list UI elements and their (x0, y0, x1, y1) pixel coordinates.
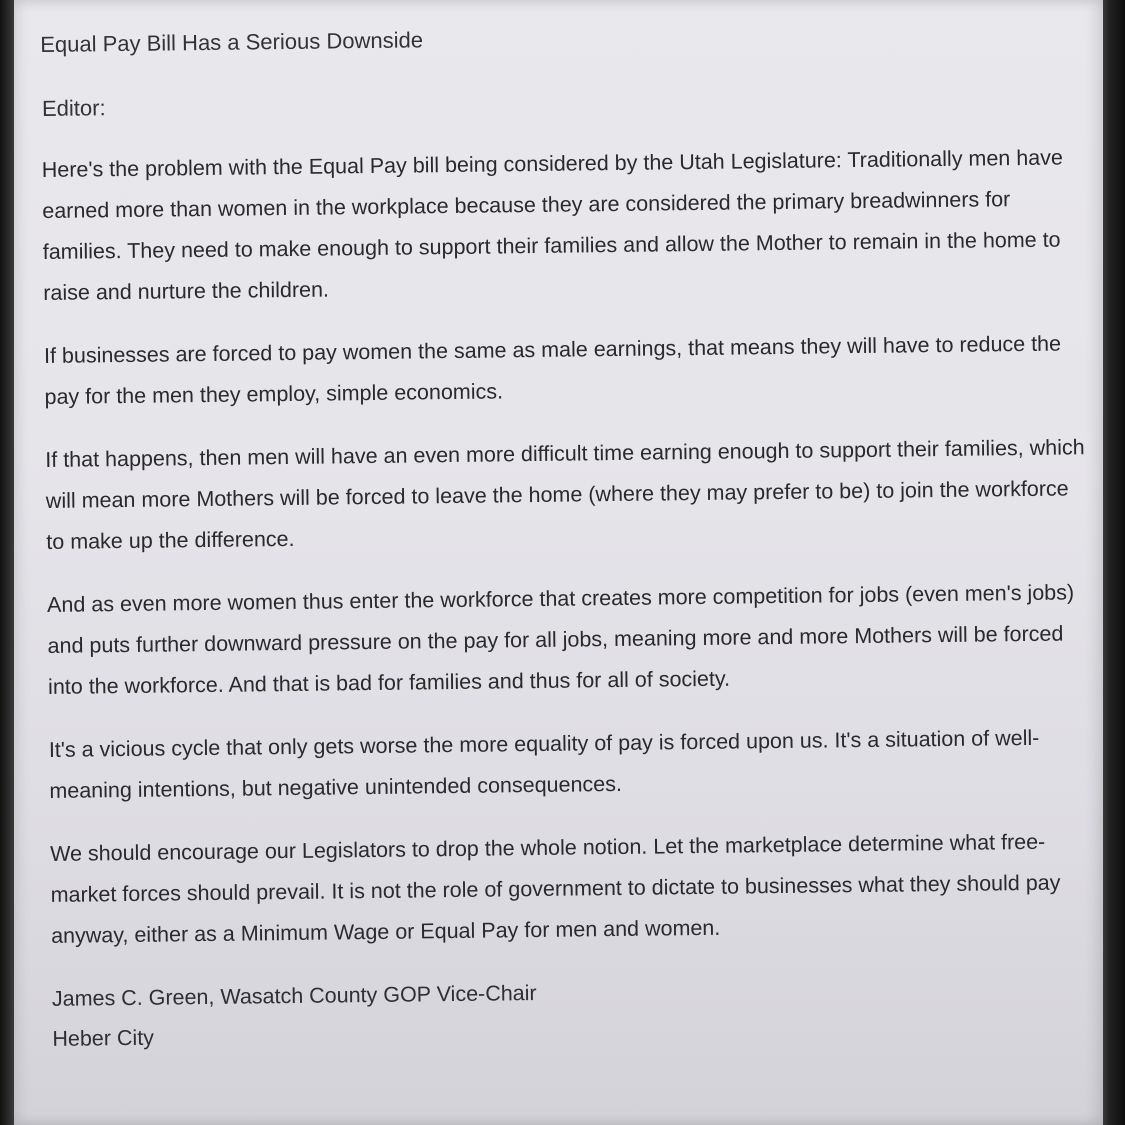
monitor-bezel-left (0, 0, 14, 1125)
screen-area (14, 0, 1103, 1125)
letter-headline: Equal Pay Bill Has a Serious Downside (40, 27, 424, 57)
letter-paragraph-1: Here's the problem with the Equal Pay bill being considered by the Utah Legislature: Traditionally men have earned more than women in the workplace because they are considered the primary breadwinners for families. They need to make enough to support their families and allow the Mother to remain in the home to raise and nurture the children. (41, 145, 1064, 305)
letter-article (40, 11, 1093, 1059)
letter-signature (52, 966, 1093, 1059)
letter-paragraph-5: It's a vicious cycle that only gets worse the more equality of pay is forced upon us. It's a situation of well-meaning intentions, but negative unintended consequences. (48, 725, 1040, 803)
letter-paragraph-2: If businesses are forced to pay women the same as male earnings, that means they will have to reduce the pay for the men they employ, simple economics. (43, 331, 1062, 409)
letter-salutation: Editor: (41, 95, 106, 121)
letter-paragraph-4: And as even more women thus enter the workforce that creates more competition for jobs (even men's jobs) and puts further downward pressure on the pay for all jobs, meaning more and more Mothers will be forced into the workforce. And that is bad for families and thus for all of society. (46, 580, 1075, 699)
signature-name-title: James C. Green, Wasatch County GOP Vice-Chair (51, 981, 537, 1011)
letter-paragraph-3: If that happens, then men will have an even more difficult time earning enough to support their families, which will mean more Mothers will be forced to leave the home (where they may prefer to be) to join the workforce to make up the difference. (45, 435, 1085, 554)
signature-location: Heber City (52, 1025, 155, 1051)
letter-paragraph-6: We should encourage our Legislators to drop the whole notion. Let the marketplace determine what free-market forces should prevail. It is not the role of government to dictate to businesses what they should pay anyway, either as a Minimum Wage or Equal Pay for men and women. (49, 829, 1061, 948)
monitor-bezel-right (1103, 0, 1125, 1125)
